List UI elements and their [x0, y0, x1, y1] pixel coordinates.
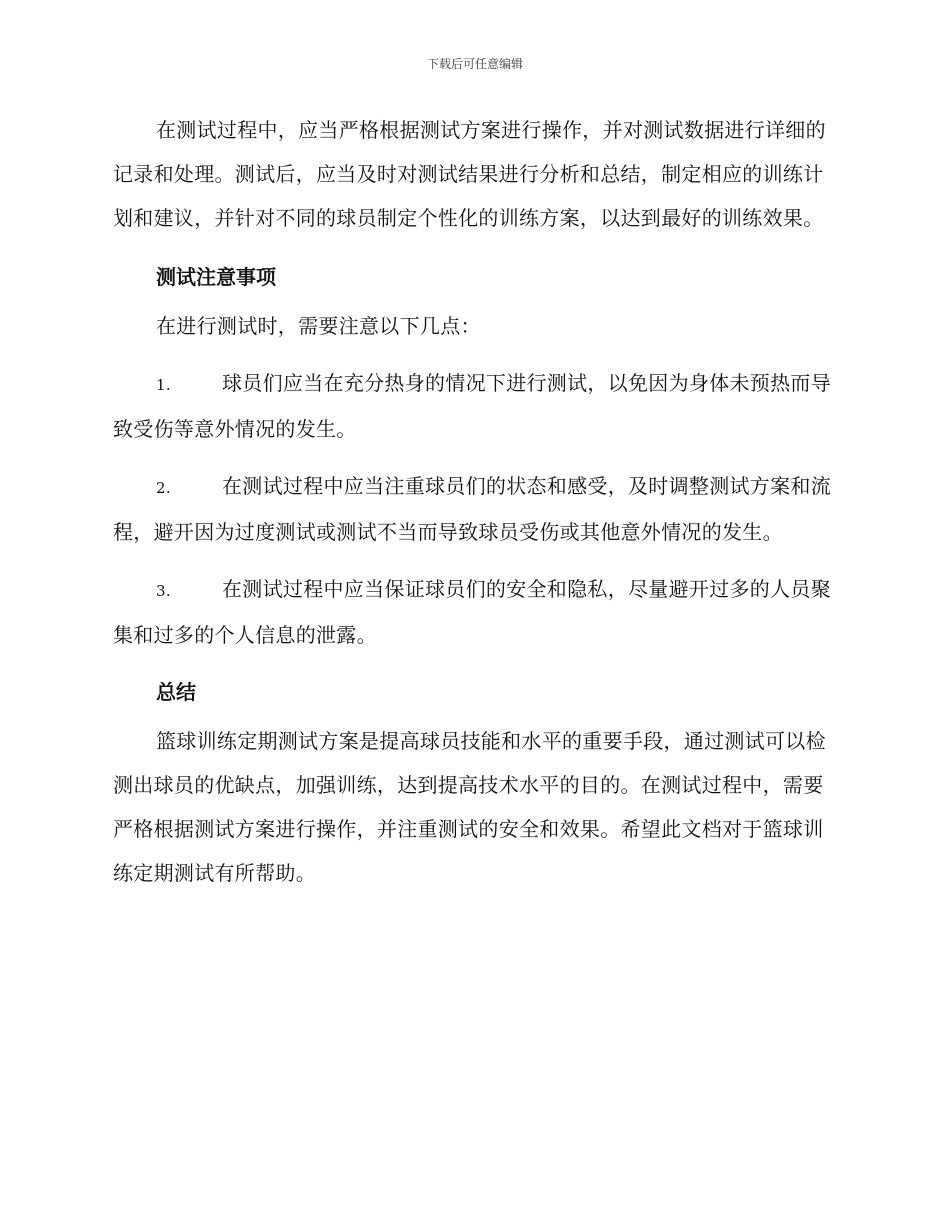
- notes-heading: 测试注意事项: [156, 265, 276, 289]
- list-item-number: 2.: [156, 479, 171, 497]
- spacer: [113, 348, 833, 356]
- spacer: [113, 240, 833, 250]
- summary-paragraph: 篮球训练定期测试方案是提高球员技能和水平的重要手段，通过测试可以检测出球员的优缺点，加强训练，达到提高技术水平的目的。在测试过程中，需要严格根据测试方案进行操作，并注重测试的安全和效果。希望此文档对于篮球训练定期测试有所帮助。: [113, 729, 826, 885]
- spacer: [113, 451, 833, 459]
- spacer: [113, 554, 833, 562]
- list-item-text: 球员们应当在充分热身的情况下进行测试，以免因为身体未预热而导致受伤等意外情况的发生。: [113, 371, 831, 441]
- spacer: [113, 657, 833, 665]
- list-item: [113, 464, 833, 554]
- intro-paragraph: 在测试过程中，应当严格根据测试方案进行操作，并对测试数据进行详细的记录和处理。测试后，应当及时对测试结果进行分析和总结，制定相应的训练计划和建议，并针对不同的球员制定个性化的训练方案，以达到最好的训练效果。: [113, 118, 826, 230]
- document-body: [113, 108, 833, 895]
- summary-heading: 总结: [156, 680, 196, 704]
- list-item-number: 3.: [156, 582, 171, 600]
- list-item: [113, 567, 833, 657]
- list-item: [113, 361, 833, 451]
- notes-intro: 在进行测试时，需要注意以下几点：: [156, 314, 481, 338]
- list-item-text: 在测试过程中应当保证球员们的安全和隐私，尽量避开过多的人员聚集和过多的个人信息的泄露。: [113, 577, 831, 647]
- list-item-text: 在测试过程中应当注重球员们的状态和感受，及时调整测试方案和流程，避开因为过度测试或测试不当而导致球员受伤或其他意外情况的发生。: [113, 474, 831, 544]
- page-header: 下载后可任意编辑: [426, 57, 523, 71]
- list-item-number: 1.: [156, 376, 171, 394]
